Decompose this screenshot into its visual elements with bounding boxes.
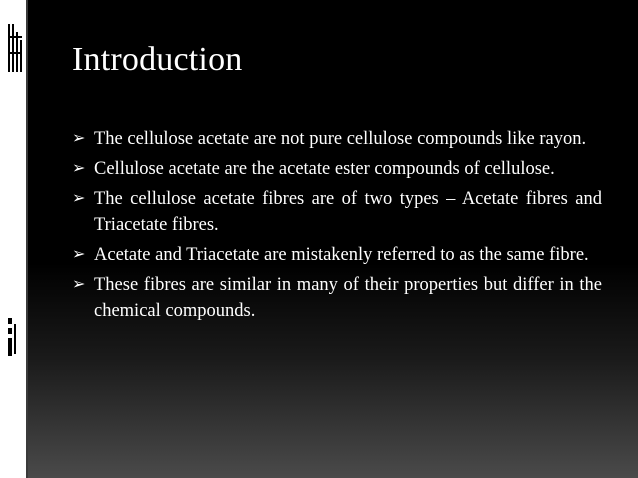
arrow-bullet-icon: ➢ [72, 190, 86, 207]
bullet-item [72, 272, 602, 324]
arrow-bullet-icon: ➢ [72, 276, 86, 293]
slide-title: Introduction [72, 41, 243, 78]
bullet-item [72, 186, 602, 238]
bar-marks-icon [8, 318, 22, 358]
bullet-item [72, 156, 602, 182]
arrow-bullet-icon: ➢ [72, 130, 86, 147]
left-divider-line [26, 0, 28, 478]
bullet-item [72, 126, 602, 152]
bullet-text: The cellulose acetate are not pure cellulose compounds like rayon. [94, 129, 587, 149]
bullet-list [72, 126, 602, 328]
bullet-text: The cellulose acetate fibres are of two types – Acetate fibres and Triacetate fibres. [94, 189, 602, 235]
bullet-text: Cellulose acetate are the acetate ester compounds of cellulose. [94, 159, 555, 179]
arrow-bullet-icon: ➢ [72, 160, 86, 177]
bullet-text: Acetate and Triacetate are mistakenly referred to as the same fibre. [94, 245, 589, 265]
window-grid-icon [8, 22, 22, 74]
left-decorative-band [0, 0, 26, 478]
bullet-item [72, 242, 602, 268]
bullet-text: These fibres are similar in many of their properties but differ in the chemical compounds. [94, 275, 602, 321]
arrow-bullet-icon: ➢ [72, 246, 86, 263]
